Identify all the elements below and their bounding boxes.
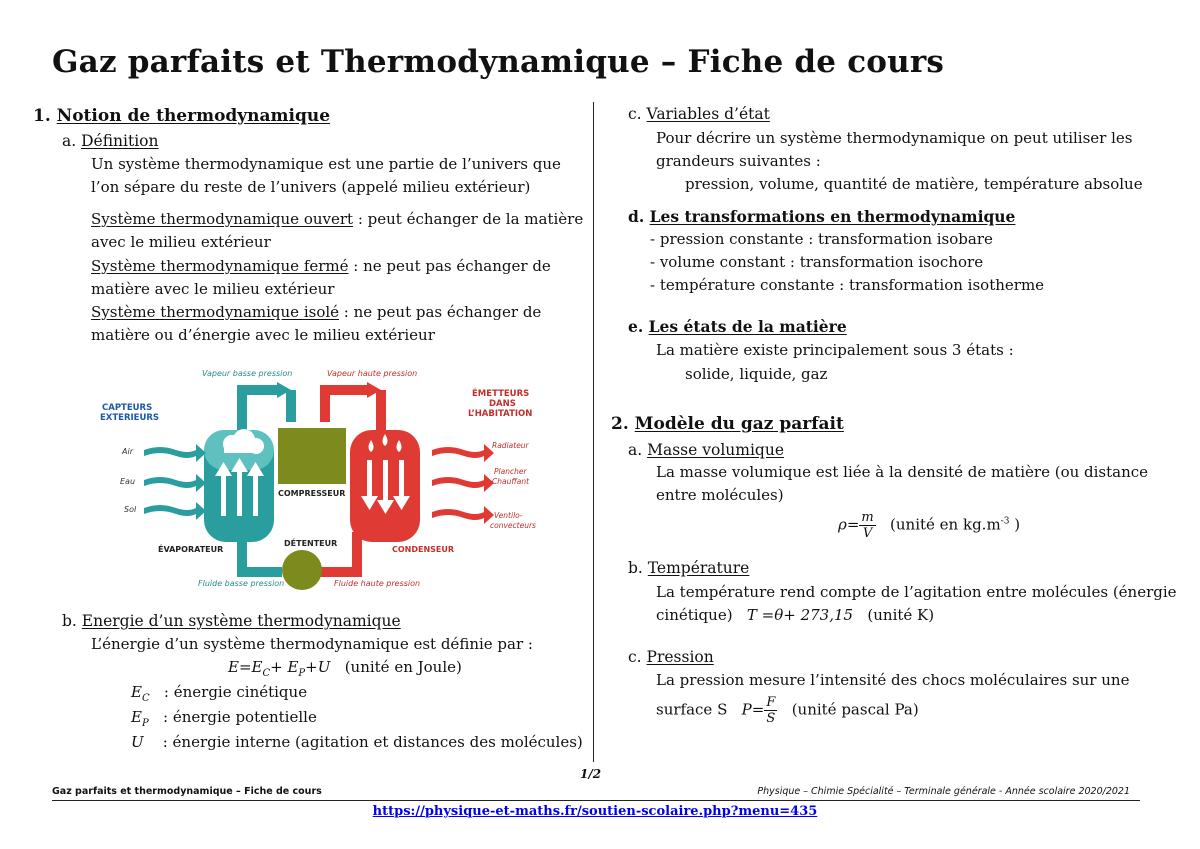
compresseur-label: COMPRESSEUR: [278, 489, 346, 498]
page-number: 1/2: [580, 767, 602, 781]
p-numerator: F: [766, 695, 776, 710]
ouvert-line-2: avec le milieu extérieur: [91, 233, 271, 251]
ep-desc: : énergie potentielle: [163, 708, 317, 726]
footer-divider: [52, 800, 1140, 801]
subsection-mb-heading: [628, 559, 749, 577]
eq-unit: (unité en Joule): [344, 658, 462, 676]
u-line: [131, 733, 583, 751]
rho-exponent: -3: [1000, 516, 1010, 527]
isole-line-1: [91, 303, 541, 321]
variables-line-3: pression, volume, quantité de matière, température absolue: [685, 175, 1143, 193]
subsection-c-heading: [628, 105, 770, 123]
section-2-title: Modèle du gaz parfait: [634, 414, 844, 434]
section-1-number: 1.: [33, 106, 57, 126]
transformation-item-3: - température constante : transformation isotherme: [650, 276, 1045, 294]
states-line-1: La matière existe principalement sous 3 états :: [656, 341, 1014, 359]
density-fraction: [859, 510, 875, 541]
page-title: Gaz parfaits et Thermodynamique – Fiche de cours: [52, 44, 945, 80]
eq-plus-u: +U: [305, 658, 331, 676]
section-1-title: Notion de thermodynamique: [56, 106, 331, 126]
variables-line-1: Pour décrire un système thermodynamique on peut utiliser les: [656, 129, 1133, 147]
energy-intro: L’énergie d’un système thermodynamique est définie par :: [91, 635, 533, 653]
temperature-line-1: La température rend compte de l’agitation entre molécules (énergie: [656, 583, 1177, 601]
footer-right-text: Physique – Chimie Spécialité – Terminale générale - Année scolaire 2020/2021: [757, 786, 1130, 797]
pressure-fraction: [764, 695, 777, 726]
density-line-2: entre molécules): [656, 486, 784, 504]
plancher-label-2: Chauffant: [492, 477, 530, 486]
exterieurs-label: EXTERIEURS: [100, 413, 160, 423]
pressure-line-2: [656, 695, 919, 726]
section-2-number: 2.: [611, 414, 635, 434]
u-desc: : énergie interne (agitation et distances des molécules): [162, 733, 583, 751]
vapeur-basse-label: Vapeur basse pression: [202, 369, 293, 378]
p-symbol: P=: [741, 700, 765, 719]
vapeur-haute-label: Vapeur haute pression: [327, 369, 418, 378]
rho-unit-close: ): [1009, 515, 1021, 534]
source-link[interactable]: https://physique-et-maths.fr/soutien-scolaire.php?menu=435: [372, 804, 818, 819]
pressure-line-1: La pression mesure l’intensité des chocs moléculaires sur une: [656, 671, 1130, 689]
ec-symbol: E: [131, 683, 142, 701]
isole-line-2: matière ou d’énergie avec le milieu extérieur: [91, 326, 435, 344]
density-equation: [838, 510, 1020, 541]
definition-line-1: Un système thermodynamique est une partie de l’univers que: [91, 155, 561, 173]
expansion-valve: [282, 550, 322, 590]
ep-sub: P: [141, 718, 149, 729]
ferme-desc-1: : ne peut pas échanger de: [348, 257, 551, 275]
definition-line-2: l’on sépare du reste de l’univers (appelé milieu extérieur): [91, 178, 531, 196]
temperature-line-2: [656, 606, 934, 624]
plancher-label-1: Plancher: [494, 467, 527, 476]
ec-line: [131, 683, 307, 704]
isole-desc-1: : ne peut pas échanger de: [339, 303, 542, 321]
ouvert-desc-1: : peut échanger de la matière: [353, 210, 584, 228]
air-label: Air: [122, 447, 133, 456]
rho-symbol: ρ=: [838, 515, 860, 534]
eq-e: E=E: [228, 658, 263, 676]
subsection-a-title: Définition: [81, 132, 159, 150]
section-2-heading: [611, 414, 844, 434]
temperature-line-2-text: cinétique): [656, 606, 733, 624]
subsection-d-title: Les transformations en thermodynamique: [649, 207, 1016, 226]
ouvert-term: Système thermodynamique ouvert: [91, 210, 354, 228]
subsection-e-heading: [628, 317, 847, 336]
ferme-line-1: [91, 257, 551, 275]
p-denominator: S: [766, 711, 776, 726]
states-line-2: solide, liquide, gaz: [685, 365, 828, 383]
transformation-item-2: - volume constant : transformation isochore: [650, 253, 984, 271]
sol-label: Sol: [124, 505, 137, 514]
variables-line-2: grandeurs suivantes :: [656, 152, 821, 170]
temperature-equation: T =θ+ 273,15: [746, 606, 854, 624]
subsection-a-number: a.: [62, 132, 82, 150]
evaporateur-label: ÉVAPORATEUR: [158, 545, 224, 554]
pressure-line-2-text: surface S: [656, 700, 728, 719]
compressor-box: [278, 428, 346, 484]
eq-sub-p: P: [298, 668, 306, 679]
radiateur-label: Radiateur: [492, 441, 529, 450]
fluide-haute-label: Fluide haute pression: [334, 579, 421, 588]
transformation-item-1: - pression constante : transformation isobare: [650, 230, 993, 248]
eq-sub-c: C: [262, 668, 271, 679]
arrow-up-icon: [215, 458, 264, 516]
subsection-c-title: Variables d’état: [646, 105, 770, 123]
subsection-mc-title: Pression: [646, 648, 714, 666]
emetteurs-label-3: L’HABITATION: [468, 409, 533, 419]
rho-unit: (unité en kg.m: [890, 515, 1001, 534]
subsection-b-heading: [62, 612, 401, 630]
subsection-e-number: e.: [628, 317, 649, 336]
u-symbol: U: [131, 733, 144, 751]
ventilo-label-1: Ventilo-: [494, 511, 523, 520]
arrow-down-icon: [361, 460, 410, 514]
subsection-mc-number: c.: [628, 648, 647, 666]
isole-term: Système thermodynamique isolé: [91, 303, 340, 321]
rho-denominator: V: [862, 526, 873, 541]
section-1-heading: [33, 106, 330, 126]
subsection-mb-number: b.: [628, 559, 648, 577]
ec-desc: : énergie cinétique: [163, 683, 308, 701]
subsection-ma-heading: [628, 441, 784, 459]
subsection-e-title: Les états de la matière: [648, 317, 847, 336]
capteurs-label: CAPTEURS: [102, 403, 153, 413]
density-line-1: La masse volumique est liée à la densité de matière (ou distance: [656, 463, 1149, 481]
rho-numerator: m: [861, 510, 874, 525]
subsection-c-number: c.: [628, 105, 647, 123]
subsection-a-heading: [62, 132, 159, 150]
fluide-basse-label: Fluide basse pression: [198, 579, 285, 588]
subsection-ma-title: Masse volumique: [647, 441, 784, 459]
subsection-mc-heading: [628, 648, 714, 666]
footer-left-text: Gaz parfaits et thermodynamique – Fiche de cours: [52, 786, 322, 797]
subsection-b-number: b.: [62, 612, 82, 630]
ferme-term: Système thermodynamique fermé: [91, 257, 349, 275]
ventilo-label-2: convecteurs: [490, 521, 536, 530]
emetteurs-label-2: DANS: [489, 399, 516, 409]
ep-symbol: E: [131, 708, 142, 726]
detendeur-label: DÉTENTEUR: [284, 539, 338, 548]
pressure-unit: (unité pascal Pa): [791, 700, 919, 719]
column-divider: [593, 102, 594, 762]
energy-equation: [228, 658, 462, 679]
eau-label: Eau: [120, 477, 136, 486]
ep-line: [131, 708, 317, 729]
condenseur-label: CONDENSEUR: [392, 545, 455, 554]
ouvert-line-1: [91, 210, 583, 228]
heat-pump-diagram: [92, 362, 550, 598]
subsection-mb-title: Température: [647, 559, 750, 577]
eq-plus-ep: + E: [270, 658, 299, 676]
temperature-unit: (unité K): [867, 606, 935, 624]
subsection-d-number: d.: [628, 207, 650, 226]
ec-sub: C: [141, 693, 150, 704]
subsection-ma-number: a.: [628, 441, 648, 459]
ferme-line-2: matière avec le milieu extérieur: [91, 280, 335, 298]
emetteurs-label-1: ÉMETTEURS: [472, 389, 530, 399]
subsection-b-title: Energie d’un système thermodynamique: [81, 612, 401, 630]
subsection-d-heading: [628, 207, 1015, 226]
